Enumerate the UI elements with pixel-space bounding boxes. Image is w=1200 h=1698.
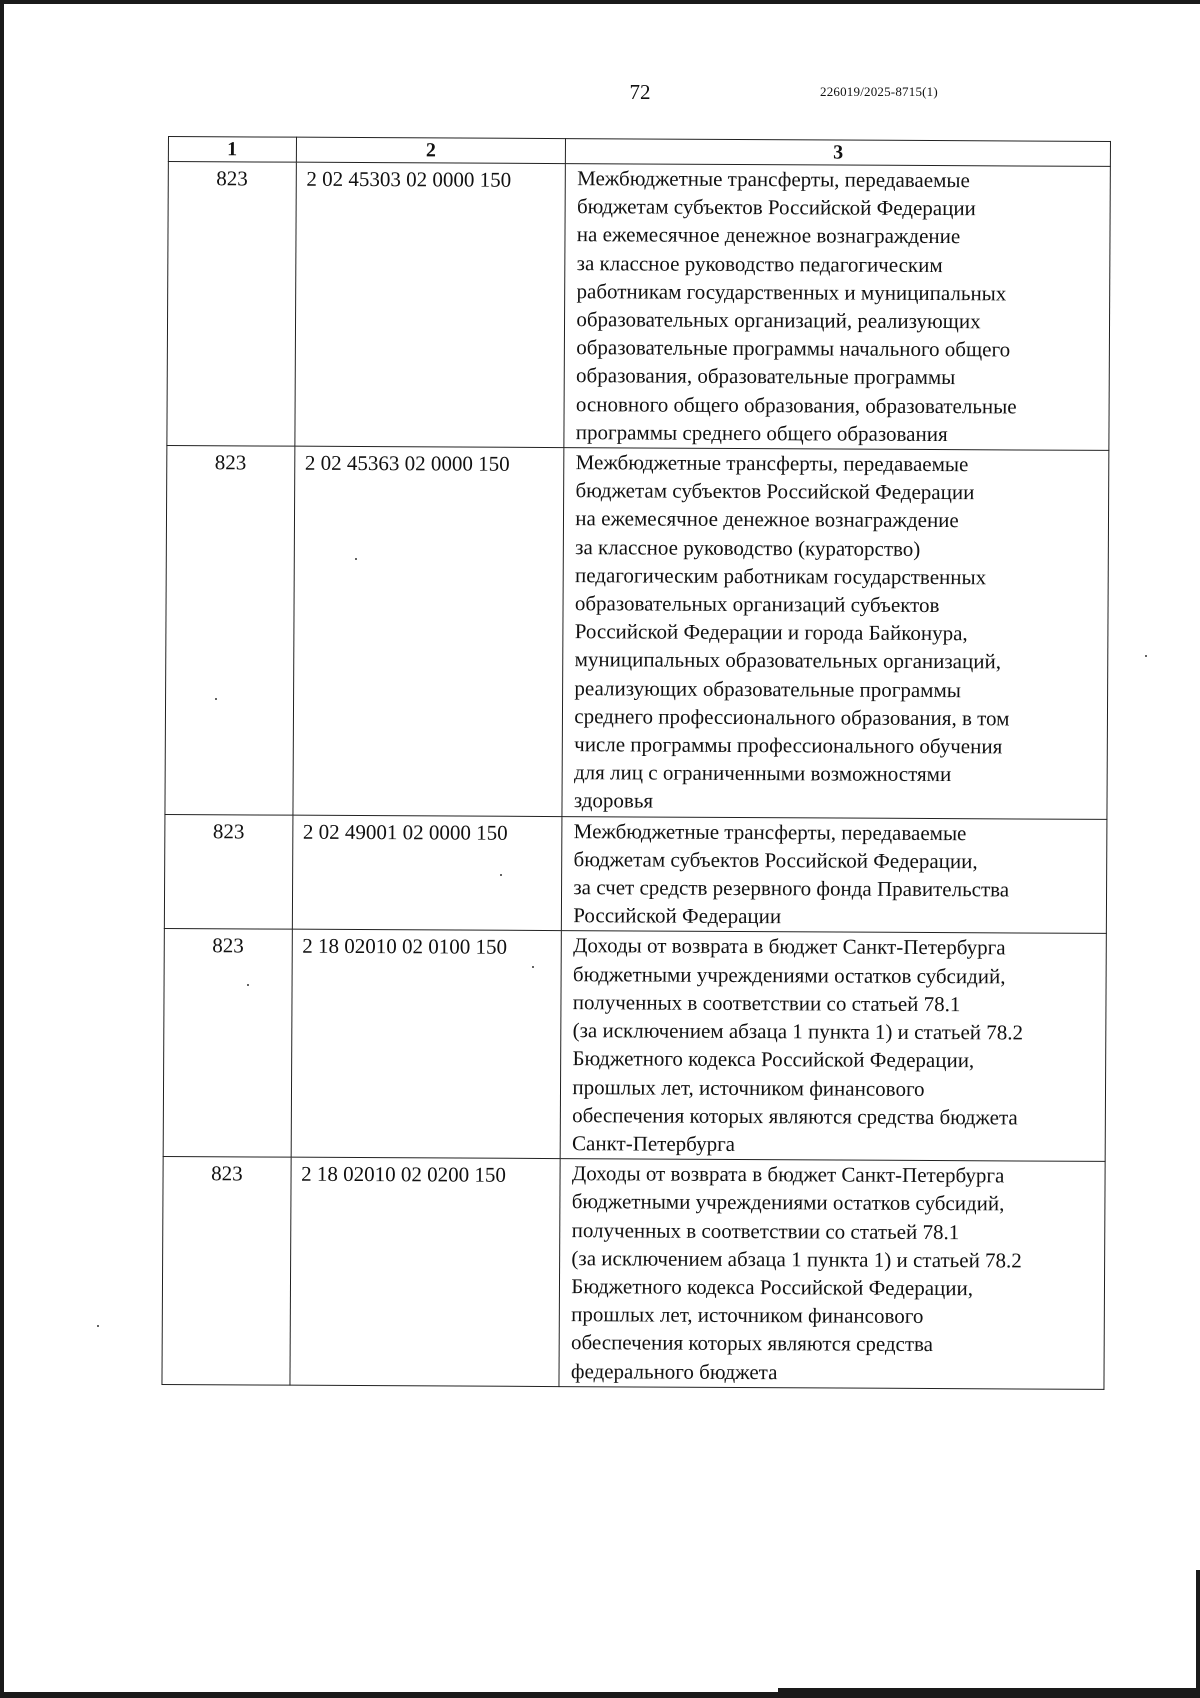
description-line: (за исключением абзаца 1 пункта 1) и статьей 78.2 bbox=[571, 1245, 1022, 1273]
revenue-description bbox=[560, 931, 1106, 1161]
revenue-description bbox=[564, 164, 1110, 451]
table-row bbox=[162, 1157, 1105, 1390]
description-line: полученных в соответствии со статьей 78.1 bbox=[572, 990, 961, 1017]
revenue-admin-code: 823 bbox=[162, 1157, 291, 1385]
budget-classification-code: 2 02 45363 02 0000 150 bbox=[293, 446, 565, 816]
description-line: числе программы профессионального обучения bbox=[574, 732, 1003, 759]
scan-speck bbox=[355, 558, 357, 560]
description-line: на ежемесячное денежное вознаграждение bbox=[575, 506, 959, 533]
description-line: федерального бюджета bbox=[570, 1358, 778, 1384]
budget-classification-code: 2 02 49001 02 0000 150 bbox=[292, 815, 562, 931]
revenue-admin-code: 823 bbox=[167, 162, 296, 447]
scan-speck bbox=[97, 1325, 99, 1327]
description-line: программы среднего общего образования bbox=[575, 419, 948, 446]
revenue-description bbox=[562, 448, 1109, 819]
description-line: прошлых лет, источником финансового bbox=[571, 1302, 924, 1329]
scan-edge-bottom bbox=[0, 1692, 1200, 1698]
description-line: обеспечения которых являются средства bbox=[570, 1330, 934, 1357]
table-body bbox=[162, 162, 1110, 1390]
table-row bbox=[165, 446, 1109, 820]
description-line: за классное руководство (кураторство) bbox=[575, 534, 921, 561]
table-row bbox=[164, 814, 1107, 934]
description-line: Бюджетного кодекса Российской Федерации, bbox=[571, 1274, 974, 1301]
description-line: для лиц с ограниченными возможностями bbox=[573, 760, 952, 787]
scan-edge-top bbox=[0, 0, 1200, 4]
revenue-description bbox=[559, 1159, 1105, 1389]
description-line: Доходы от возврата в бюджет Санкт-Петербурга bbox=[573, 933, 1006, 960]
description-line: образовательные программы начального общего bbox=[576, 335, 1011, 362]
description-line: полученных в соответствии со статьей 78.1 bbox=[571, 1217, 960, 1244]
revenue-admin-code: 823 bbox=[164, 814, 292, 929]
description-line: Российской Федерации и города Байконура, bbox=[574, 619, 968, 646]
description-line: Доходы от возврата в бюджет Санкт-Петербурга bbox=[571, 1161, 1005, 1188]
description-line: здоровья bbox=[573, 788, 654, 814]
budget-codes-table bbox=[161, 136, 1111, 1390]
description-line: Санкт-Петербурга bbox=[572, 1131, 736, 1156]
description-line: за счет средств резервного фонда Правительства bbox=[573, 875, 1010, 902]
description-line: образовательных организаций субъектов bbox=[574, 591, 940, 618]
description-line: за классное руководство педагогическим bbox=[576, 250, 943, 277]
description-line: Бюджетного кодекса Российской Федерации, bbox=[572, 1046, 975, 1073]
description-line: бюджетам субъектов Российской Федерации, bbox=[573, 847, 978, 874]
description-line: прошлых лет, источником финансового bbox=[572, 1074, 925, 1101]
description-line: образовательных организаций, реализующих bbox=[576, 307, 981, 334]
scan-edge-right bbox=[1196, 1570, 1200, 1698]
scan-speck bbox=[247, 984, 249, 986]
revenue-admin-code: 823 bbox=[165, 446, 295, 815]
description-line: образования, образовательные программы bbox=[576, 363, 956, 390]
revenue-admin-code: 823 bbox=[163, 929, 292, 1157]
page-number: 72 bbox=[629, 80, 651, 104]
table-row bbox=[163, 929, 1106, 1162]
description-line: реализующих образовательные программы bbox=[574, 675, 961, 702]
description-line: муниципальных образовательных организаций, bbox=[574, 647, 1002, 674]
scan-speck bbox=[500, 874, 502, 876]
scan-speck bbox=[1145, 655, 1147, 657]
budget-classification-code: 2 18 02010 02 0100 150 bbox=[291, 930, 562, 1159]
description-line: бюджетными учреждениями остатков субсидий, bbox=[571, 1189, 1005, 1216]
revenue-description bbox=[562, 816, 1107, 934]
description-line: на ежемесячное денежное вознаграждение bbox=[576, 222, 961, 249]
scan-edge-bottom-inner bbox=[778, 1688, 1200, 1692]
column-header-2: 2 bbox=[296, 137, 566, 163]
document-id: 226019/2025-8715(1) bbox=[820, 84, 938, 99]
description-line: бюджетам субъектов Российской Федерации bbox=[576, 194, 976, 221]
budget-classification-code: 2 02 45303 02 0000 150 bbox=[294, 162, 565, 447]
table-row bbox=[167, 162, 1110, 451]
scan-speck bbox=[215, 698, 217, 700]
description-line: Межбюджетные трансферты, передаваемые bbox=[575, 450, 969, 477]
scan-edge-left bbox=[0, 0, 4, 1698]
description-line: основного общего образования, образовательные bbox=[575, 391, 1017, 419]
description-line: Российской Федерации bbox=[573, 903, 782, 929]
description-line: Межбюджетные трансферты, передаваемые bbox=[577, 166, 970, 193]
description-line: педагогическим работникам государственных bbox=[574, 562, 987, 590]
budget-classification-code: 2 18 02010 02 0200 150 bbox=[290, 1157, 561, 1386]
description-line: Межбюджетные трансферты, передаваемые bbox=[573, 818, 967, 845]
column-header-1: 1 bbox=[168, 137, 296, 163]
description-line: обеспечения которых являются средства бюджета bbox=[572, 1102, 1018, 1130]
column-header-3: 3 bbox=[566, 139, 1111, 167]
description-line: среднего профессионального образования, в том bbox=[574, 703, 1010, 731]
description-line: бюджетам субъектов Российской Федерации bbox=[575, 478, 975, 505]
description-line: бюджетными учреждениями остатков субсидий, bbox=[572, 961, 1006, 989]
description-line: (за исключением абзаца 1 пункта 1) и статьей 78.2 bbox=[572, 1018, 1024, 1045]
scan-speck bbox=[532, 966, 534, 968]
description-line: работникам государственных и муниципальных bbox=[576, 278, 1007, 306]
